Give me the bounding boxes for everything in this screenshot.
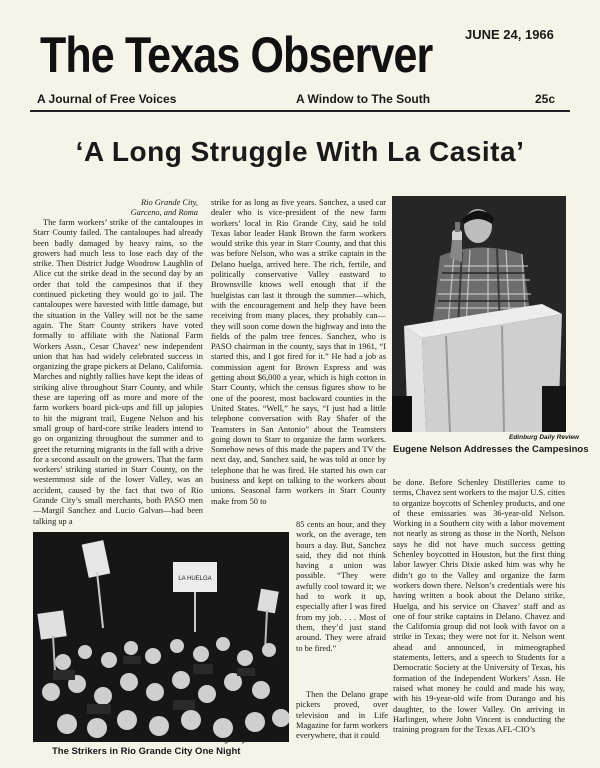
article-dateline: Rio Grande City, Garceno, and Roma xyxy=(130,198,198,217)
article-column-2 xyxy=(211,198,386,518)
masthead-rule xyxy=(30,110,570,112)
photo-caption-left: The Strikers in Rio Grande City One Night xyxy=(52,746,241,757)
column-2c-text: Then the Delano grape pickers proved, over television and in Life Magazine for farm workers everywhere, that it could xyxy=(296,690,388,741)
tagline-left: A Journal of Free Voices xyxy=(37,92,177,106)
article-headline: ‘A Long Struggle With La Casita’ xyxy=(75,136,525,167)
column-2b-text: 85 cents an hour, and they work, on the average, ten hours a day. But, Sanchez said, they did not think having a union was possible. “They were awfully cool toward it; we had to work it up, especially after I was fired from my job. . . . Most of them, they’d just stand around. They were afraid to be fired.” xyxy=(296,520,386,653)
photo-credit-left: Edinburg Daily Review xyxy=(200,737,271,744)
photo-eugene-nelson xyxy=(392,196,566,432)
issue-price: 25c xyxy=(535,92,556,106)
photo-strikers-crowd xyxy=(33,532,289,742)
tagline-middle: A Window to The South xyxy=(296,92,431,106)
photo-caption-right: Eugene Nelson Addresses the Campesinos xyxy=(393,444,589,455)
crowd-sign-text: LA HUELGA xyxy=(178,576,212,582)
photo-credit-right: Edinburg Daily Review xyxy=(509,434,580,441)
article-column-2-continued xyxy=(296,520,386,690)
masthead-title: The Texas Observer xyxy=(40,27,433,83)
column-1-text: The farm workers’ strike of the cantaloupes in Starr County failed. The cantaloupes had already been badly damaged by heavy rains, so the growers had much less to lose each day of the strike. Then District Judge Woodrow Laughlin of Alice cut the strike dead in the second day by an order that told the campesinos that if they continued picketing they would go to jail. The cantaloupes were havested with little damage, but the situation in the Valley will not be the same again. The Starr County strikers have voted formally to affiliate with the National Farm Workers Assn., Cesar Chavez’ new independent union that has had widely celebrated success in organizing the grape pickers at Delano, California. Marches and nightly rallies have kept the ideas of striking alive throughout Starr County, and while these are tapering off as more and more of the farm workers board pick-ups and fill up jalopies to hit the migrant trail, Eugene Nelson and his small group of hard-core strike leaders intend to go on organizing throughout the summer and to greet the returning migrants in the fall with a drive for a second assault on the growers. That the farm workers’ striking started in Starr County, on the westernmost side of the lower Valley, was an accident, caused by the fact that two of Rio Grande City’s small merchants, both PASO men—Margil Sanchez and Lucio Galvan—had been talking up a xyxy=(33,218,203,526)
article-column-1 xyxy=(33,218,203,530)
crowd-photo-illustration xyxy=(33,532,289,742)
speaker-photo-illustration xyxy=(392,196,566,432)
issue-date: JUNE 24, 1966 xyxy=(465,27,554,42)
article-column-3 xyxy=(393,478,565,763)
article-column-2-end xyxy=(296,690,388,762)
column-2-text: strike for as long as five years. Sanchez, a used car dealer who is vice-president of the new farm workers’ local in Rio Grande City, said he told Texas labor leader Hank Brown the farm workers would strike this year in Starr County, and that this was before Nelson, who was a strike captain in the Delano huelga, arrived here. The rich, fertile, and politically conservative Valley eastward to Brownsville knows well enough that if the huelgistas can last it through the summer—which, with the encouragement and help they have been receiving from many places, they probably can—they will soon come down the highway and into the fields of the palm tree fences. Sanchez, who is PASO chairman in the county, says that in 1961, “I started this, and I got fired for it.” He had a job as commission agent for Brown Express and was getting about $6,000 a year, which is high cotton in Starr County, which the census figures show to be one of the poorest, most backward counties in the United States. “Well,” he says, “I just had a little telephone conversation with Ray Shafer of the Teamsters in San Antonio” about the Teamsters going down to Starr to organize the farm workers. Somehow news of this made the papers and TV the next day, and, Sanchez said, he was told at once by telephone that he was fired. He started his own car business and kept on talking to the workers about unions. Seasonal farm workers in Starr County make from 50 to xyxy=(211,198,386,506)
column-3-text: be done. Before Schenley Distilleries came to terms, Chavez sent workers to the major U.S. cities to organize boycotts of Schenley products, and one of these emissaries was 36-year-old Nelson. Working in a Southern city with a labor movement not nearly as strong as those in the North, Nelson says he did not have much success getting Schenley boycotted in Houston, but the first thing labor lawyer Chris Dixie asked him was why he didn’t go to the Valley and organize the farm workers down there. Nelson’s credentials were his having written a book about the Delano strike, Huelga, and his service on Chavez’ staff and as one of four strike captains in Delano. Chavez and the California group did not look with favor on a strike in Texas; they were not for it. Nelson went ahead and announced, in mimeographed statements, letters, and a speech to Students for a Democratic Society at the University of Texas, his formation of the Independent Workers’ Assn. He raised what money he could and made his way, with his 19-year-old wife from Durango and his daughter, to the lower Valley. On arriving in Harlingen, where John Vincent is conducting the training program for the Texas AFL-CIO’s xyxy=(393,478,565,735)
